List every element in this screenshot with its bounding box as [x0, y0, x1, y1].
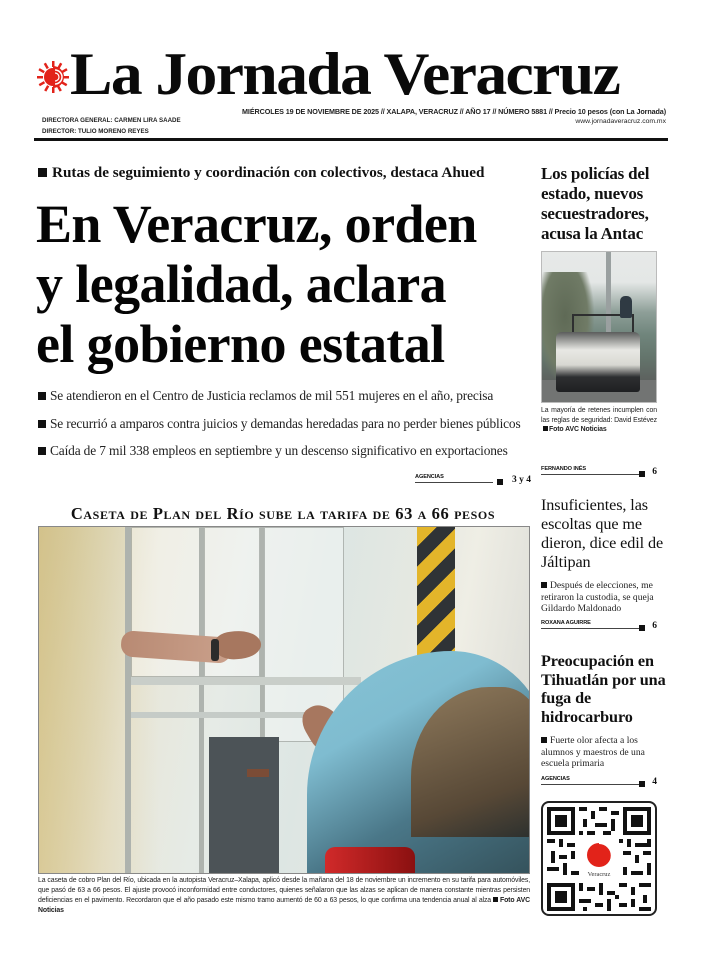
sidebar-story-deck: [541, 735, 661, 770]
bullet-square-icon: [541, 582, 547, 588]
booth-slot: [209, 737, 279, 874]
bullet-square-icon: [38, 168, 47, 177]
issue-date-line: MIÉRCOLES 19 DE NOVIEMBRE DE 2025 // XALAPA, VERACRUZ // AÑO 17 // NÚMERO 5881 // Precio 10 pesos (con La Jornada): [242, 107, 666, 116]
lead-bullet: [38, 382, 538, 410]
sidebar-credit: [541, 620, 657, 632]
lead-bullet: [38, 437, 538, 465]
sidebar-credit: [541, 466, 657, 478]
masthead: [34, 40, 668, 140]
credit-rule: [541, 474, 639, 475]
bullet-square-icon: [497, 479, 503, 485]
booth-ledge: [131, 677, 361, 685]
website-link[interactable]: www.jornadaveracruz.com.mx: [575, 118, 666, 125]
caption-text: La caseta de cobro Plan del Río, ubicada en la autopista Veracruz–Xalapa, aplicó desde la mañana del 18 de noviembre un incremento en su tarifa para automóviles, que pasó de 63 a 66 pesos. El ajuste provocó inconformidad entre conductores, quienes señalaron que las alzas se aplican de manera constante mientras persisten deficiencias en el pavimento. Recordaron que el año pasado este mismo tramo aumentó de 60 a 63 pesos, lo que confirma una tendencia anual al alza: [38, 877, 530, 904]
qr-code-icon: [547, 807, 651, 911]
police-truck: [556, 332, 640, 392]
director: DIRECTOR: TULIO MORENO REYES: [42, 128, 149, 135]
newspaper-logo: La Jornada Veracruz: [70, 41, 620, 107]
headline-line: el gobierno estatal: [36, 314, 445, 374]
caption-text: La mayoría de retenes incumplen con las reglas de seguridad: David Estévez: [541, 407, 657, 424]
booth-slot-light: [247, 769, 269, 777]
staff-credits: [42, 115, 181, 137]
photo-credit: Foto AVC Noticias: [38, 897, 530, 914]
headline-line: En Veracruz, orden: [36, 194, 477, 254]
deck-text: Después de elecciones, me retiraron la custodia, se queja Gildardo Maldonado: [541, 580, 654, 615]
photo-story-title[interactable]: Caseta de Plan del Río sube la tarifa de 63 a 66 pesos: [70, 504, 496, 523]
bullet-square-icon: [639, 471, 645, 477]
svg-text:Veracruz: Veracruz: [587, 871, 611, 879]
credit-rule: [541, 784, 639, 785]
author-name: ROXANA AGUIRRE: [541, 620, 591, 626]
bullet-square-icon: [639, 781, 645, 787]
page-reference[interactable]: 6: [652, 467, 657, 477]
page-reference[interactable]: 3 y 4: [512, 475, 531, 485]
bullet-square-icon: [639, 625, 645, 631]
credit-rule: [415, 482, 493, 483]
qr-code[interactable]: [541, 801, 657, 916]
kicker-text: Rutas de seguimiento y coordinación con colectivos, destaca Ahued: [52, 164, 485, 181]
sidebar-story-title[interactable]: Insuficientes, las escoltas que me dieron, dice edil de Jáltipan: [541, 496, 664, 571]
deck-text: Fuerte olor afecta a los alumnos y maestros de una escuela primaria: [541, 735, 645, 770]
sun-logo-icon: [36, 60, 70, 94]
car-taillight: [325, 847, 415, 874]
credit-rule: [541, 628, 639, 629]
author-name: FERNANDO INÉS: [541, 466, 587, 472]
police-officer: [620, 296, 632, 318]
toll-booth-photo: [38, 526, 530, 874]
lead-headline[interactable]: [36, 194, 536, 374]
author-name: AGENCIAS: [415, 474, 444, 480]
page-reference[interactable]: 6: [652, 621, 657, 631]
masthead-divider: [34, 138, 668, 141]
lead-credit: [415, 474, 531, 486]
police-truck-photo: [541, 251, 657, 403]
bullet-text: Se recurrió a amparos contra juicios y demandas heredadas para no perder bienes públicos: [50, 415, 521, 431]
bullet-text: Se atendieron en el Centro de Justicia reclamos de mil 551 mujeres en el año, precisa: [50, 388, 494, 403]
headline-line: y legalidad, aclara: [36, 254, 447, 314]
photo-caption: [38, 876, 530, 916]
bullet-square-icon: [38, 447, 46, 455]
sidebar-credit: [541, 776, 657, 788]
bullet-text: Caída de 7 mil 338 empleos en septiembre y un descenso significativo en exportaciones: [50, 443, 508, 458]
bullet-square-icon: [38, 420, 46, 428]
lead-bullets: [38, 382, 538, 465]
bullet-square-icon: [543, 426, 548, 431]
sidebar-story-deck: [541, 580, 661, 615]
sidebar-story-title[interactable]: Los policías del estado, nuevos secuestradores, acusa la Antac: [541, 164, 650, 243]
bullet-square-icon: [38, 392, 46, 400]
bullet-square-icon: [541, 737, 547, 743]
lead-kicker: [38, 164, 484, 182]
sidebar-photo-caption: [541, 406, 657, 435]
author-name: AGENCIAS: [541, 776, 570, 782]
page-reference[interactable]: 4: [652, 777, 657, 787]
photo-credit: Foto AVC Noticias: [549, 426, 607, 434]
bullet-square-icon: [493, 897, 498, 902]
sidebar-story-title[interactable]: Preocupación en Tihuatlán por una fuga de hidrocarburo: [541, 652, 666, 726]
wristwatch: [211, 639, 219, 661]
director-general: DIRECTORA GENERAL: CARMEN LIRA SAADE: [42, 117, 181, 124]
lead-bullet: [38, 410, 538, 438]
